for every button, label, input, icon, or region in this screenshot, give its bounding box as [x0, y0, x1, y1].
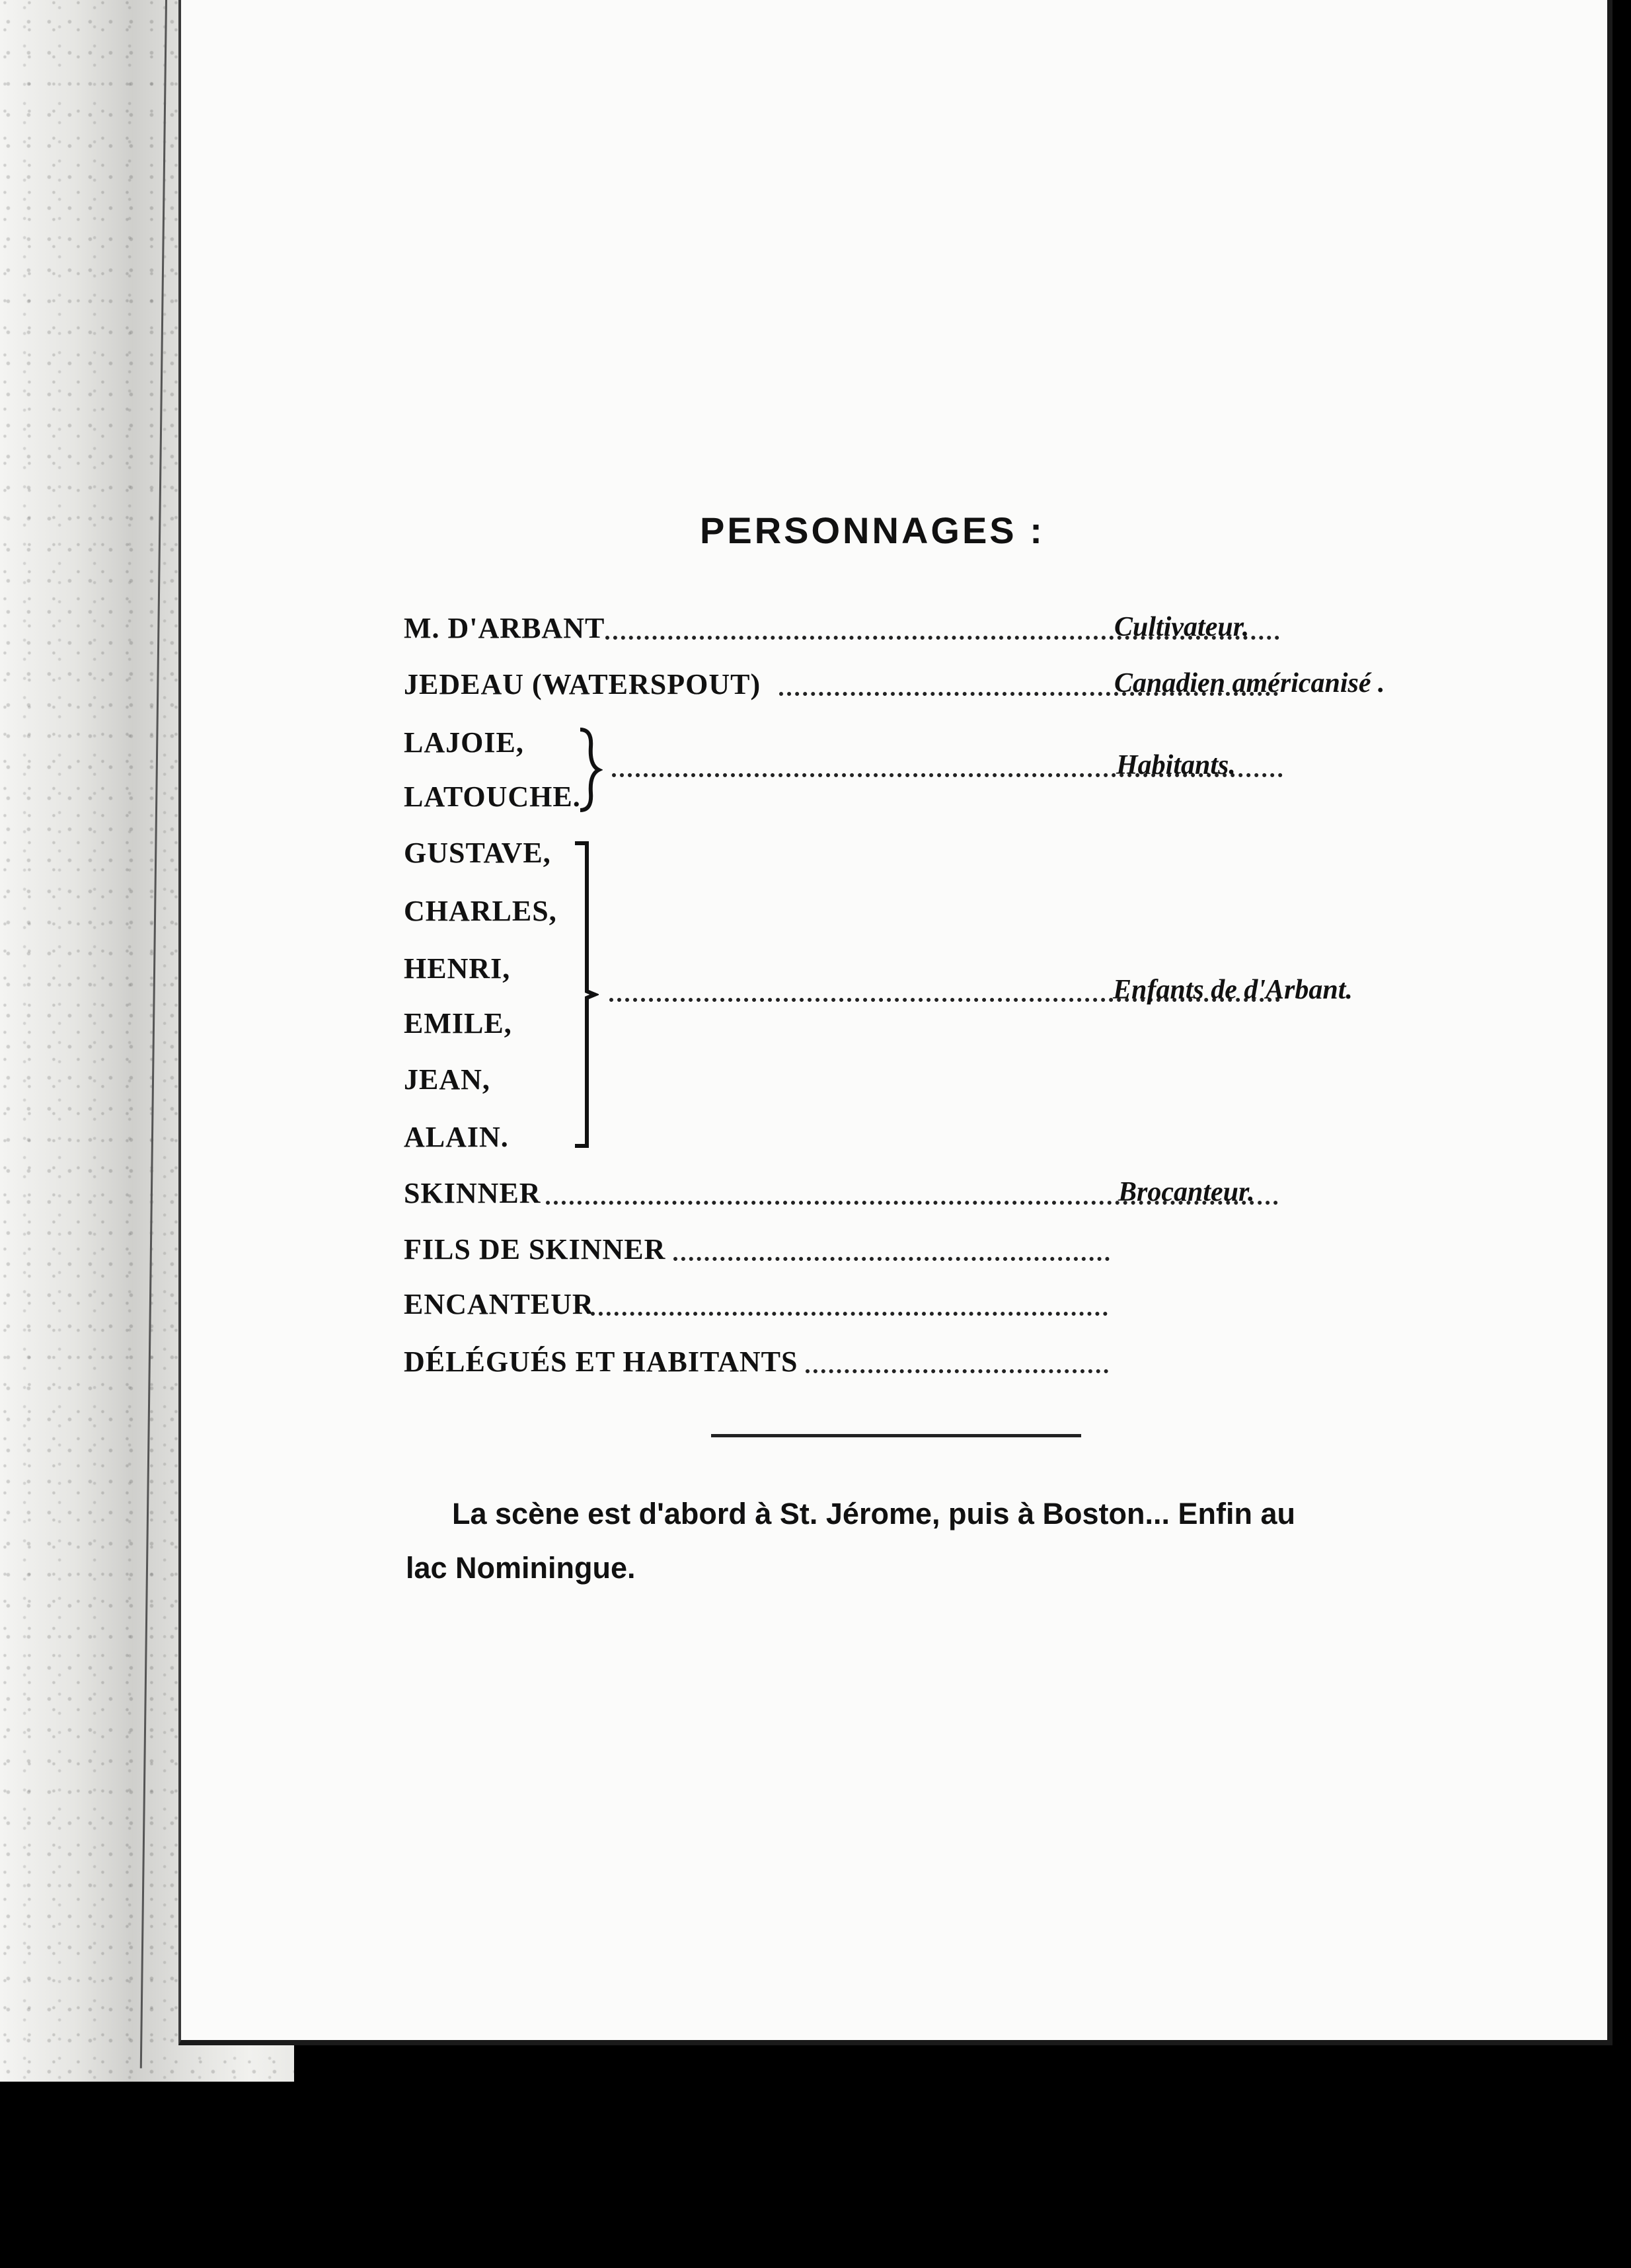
square-brace	[572, 839, 599, 1150]
character-name: GUSTAVE,	[404, 837, 551, 869]
character-name: LATOUCHE.	[404, 780, 581, 813]
character-name: ALAIN.	[404, 1121, 509, 1153]
leader-dots	[673, 1257, 1110, 1261]
curly-brace	[576, 727, 603, 813]
group-role: Habitants.	[1116, 750, 1236, 780]
character-role: Brocanteur.	[1118, 1177, 1255, 1207]
character-role: Canadien américanisé .	[1114, 668, 1385, 699]
bleed-through-text	[849, 370, 869, 444]
character-role: Cultivateur.	[1114, 612, 1250, 642]
scene-note	[406, 1487, 1410, 1595]
character-name: FILS DE SKINNER	[404, 1233, 666, 1266]
leader-dots	[591, 1312, 1108, 1316]
character-name: JEAN,	[404, 1063, 490, 1096]
character-name: HENRI,	[404, 952, 511, 985]
group-role: Enfants de d'Arbant.	[1113, 975, 1353, 1005]
separator-rule	[711, 1434, 1081, 1437]
page-title: PERSONNAGES :	[700, 510, 1045, 551]
character-name: DÉLÉGUÉS ET HABITANTS	[404, 1345, 798, 1378]
page	[178, 0, 1612, 2045]
character-name: M. D'ARBANT	[404, 612, 605, 644]
leader-dots	[806, 1369, 1108, 1373]
character-name: LAJOIE,	[404, 726, 524, 759]
scene-line-1: La scène est d'abord à St. Jérome, puis à Boston... Enfin au	[452, 1497, 1295, 1531]
character-name: JEDEAU (WATERSPOUT)	[404, 668, 761, 700]
character-name: EMILE,	[404, 1007, 512, 1040]
character-name: ENCANTEUR	[404, 1288, 594, 1320]
character-name: SKINNER	[404, 1177, 541, 1209]
character-name: CHARLES,	[404, 895, 557, 927]
scene-line-2: lac Nominingue.	[406, 1551, 636, 1585]
